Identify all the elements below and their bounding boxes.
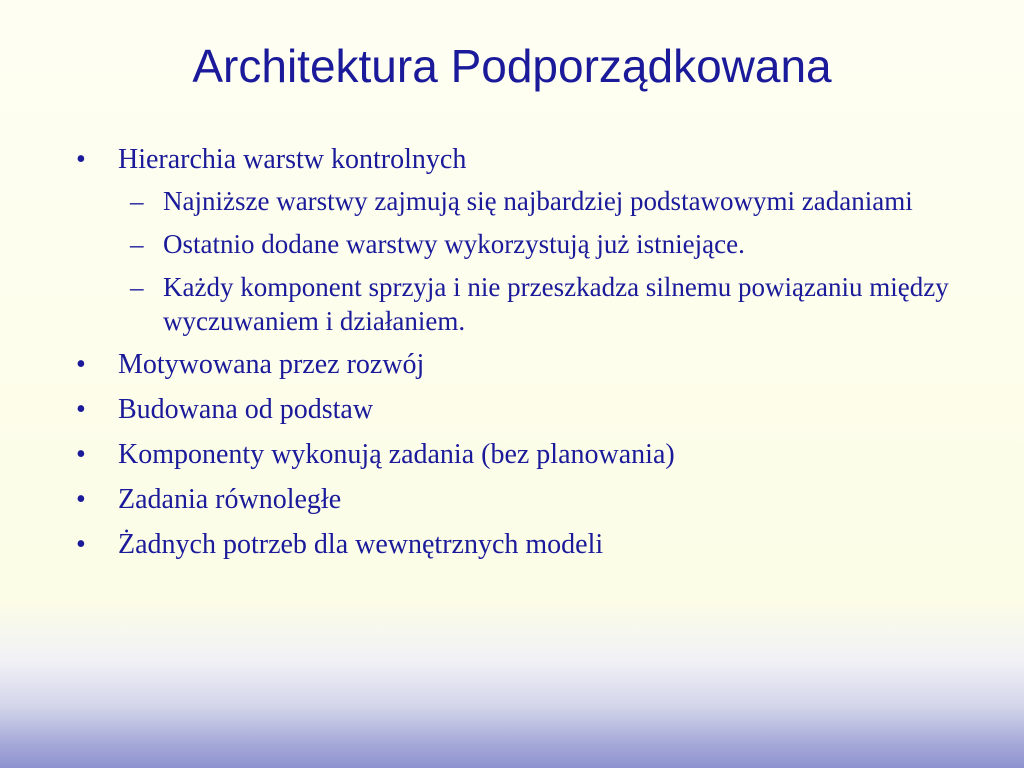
bullet-text: Budowana od podstaw — [118, 394, 374, 425]
bullet-text: Żadnych potrzeb dla wewnętrznych modeli — [118, 529, 604, 560]
bullet-text: Motywowana przez rozwój — [118, 349, 425, 380]
bullet-list — [0, 142, 1024, 572]
sub-bullet-text: Ostatnio dodane warstwy wykorzystują już istniejące. — [163, 229, 745, 259]
bullet-text: Zadania równoległe — [118, 484, 342, 515]
sub-bullet-item — [0, 184, 1024, 218]
sub-bullet-list — [118, 184, 1024, 338]
bullet-item — [0, 392, 1024, 428]
slide-title: Architektura Podporządkowana — [192, 40, 832, 92]
bullet-item — [0, 527, 1024, 563]
bullet-marker: • — [76, 439, 86, 470]
bullet-marker: • — [76, 394, 86, 425]
bullet-text: Hierarchia warstw kontrolnych — [118, 144, 467, 175]
bullet-marker: • — [76, 484, 86, 515]
dash-marker: – — [130, 229, 144, 259]
dash-marker: – — [130, 186, 144, 216]
bullet-text: Komponenty wykonują zadania (bez planowania) — [118, 439, 675, 470]
bullet-marker: • — [76, 349, 86, 380]
bullet-item — [0, 482, 1024, 518]
sub-bullet-item — [0, 270, 1024, 338]
bullet-marker: • — [76, 144, 86, 175]
bullet-marker: • — [76, 529, 86, 560]
dash-marker: – — [130, 272, 144, 302]
bullet-item — [0, 347, 1024, 383]
bullet-item — [0, 437, 1024, 473]
sub-bullet-item — [0, 227, 1024, 261]
bullet-item — [0, 142, 1024, 338]
sub-bullet-text: Najniższe warstwy zajmują się najbardziej podstawowymi zadaniami — [163, 186, 913, 216]
sub-bullet-text: Każdy komponent sprzyja i nie przeszkadza silnemu powiązaniu między wyczuwaniem i działaniem. — [163, 272, 949, 336]
